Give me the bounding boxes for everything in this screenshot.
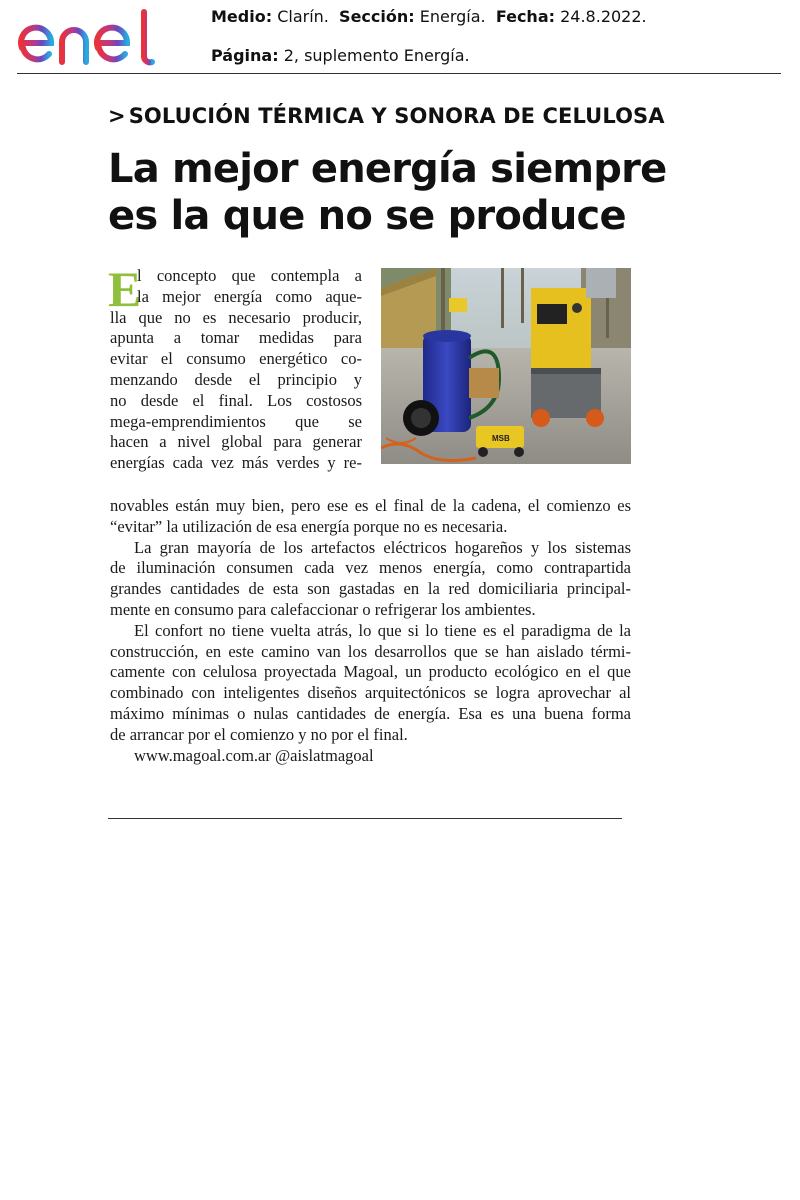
body-text-line: camente con celulosa proyectada Magoal, un producto ecológico en el que [110, 662, 631, 682]
press-clipping-meta [211, 7, 647, 26]
column-text-line: menzando desde el principio y [110, 369, 362, 389]
footer-divider [108, 818, 622, 819]
column-text-line: energías cada vez más verdes y re- [110, 453, 362, 473]
article-website-handle: www.magoal.com.ar @aislatmagoal [134, 745, 374, 765]
article-photo [381, 268, 631, 464]
article-headline [108, 146, 668, 240]
column-text-line: no desde el final. Los costosos [110, 390, 362, 410]
seccion-label: Sección: [339, 7, 415, 26]
pagina-value: 2, suplemento Energía. [283, 46, 470, 65]
article-column-text [108, 261, 362, 474]
body-text-line: mente en consumo para calefaccionar o refrigerar los ambientes. [110, 599, 536, 619]
article-body-text [110, 496, 631, 766]
enel-logo [16, 6, 176, 68]
body-text-line: grandes cantidades de esta son gastadas en la red domiciliaria principal- [110, 579, 631, 599]
column-text-line: evitar el consumo energético co- [110, 349, 362, 369]
header-divider [17, 73, 781, 74]
body-text-line: El confort no tiene vuelta atrás, lo que si lo tiene es el paradigma de la [134, 620, 631, 640]
column-text-line: lla que no es necesario producir, [110, 307, 362, 327]
column-text-line: l concepto que contempla a [137, 266, 362, 285]
drop-cap: E [108, 261, 142, 317]
body-text-line: de iluminación consumen cada vez menos energía, como contrapartida [110, 558, 631, 578]
fecha-value: 24.8.2022. [560, 7, 647, 26]
body-text-line: combinado con inteligentes diseños arquitectónicos se logra aprovechar al [110, 683, 631, 703]
column-text-line: la mejor energía como aque- [137, 286, 362, 306]
fecha-label: Fecha: [495, 7, 556, 26]
pagina-label: Página: [211, 46, 279, 65]
kicker-text: SOLUCIÓN TÉRMICA Y SONORA DE CELULOSA [128, 104, 665, 128]
seccion-value: Energía. [419, 7, 486, 26]
body-text-line: novables están muy bien, pero ese es el final de la cadena, el comienzo es [110, 496, 631, 515]
medio-value: Clarín. [277, 7, 329, 26]
headline-line-2: es la que no se produce [108, 193, 626, 239]
column-text-line: apunta a tomar medidas para [110, 328, 362, 348]
body-text-line: construcción, en este camino van los desarrollos que se han aislado térmi- [110, 641, 631, 661]
column-text-line: mega-emprendimientos que se [110, 411, 362, 431]
kicker-arrow: > [108, 104, 126, 128]
body-text-line: máximo mínimas o nulas cantidades de energía. Esa es una buena forma [110, 703, 631, 723]
headline-line-1: La mejor energía siempre [108, 146, 667, 192]
column-text-line: hacen a nivel global para generar [110, 432, 362, 452]
medio-label: Medio: [211, 7, 273, 26]
body-text-line: de arrancar por el comienzo y no por el final. [110, 724, 408, 744]
body-text-line: “evitar” la utilización de esa energía porque no es necesaria. [110, 516, 508, 536]
page-meta [211, 46, 470, 65]
article-kicker [108, 104, 665, 128]
machine-label: MSB [492, 434, 510, 443]
body-text-line: La gran mayoría de los artefactos eléctricos hogareños y los sistemas [134, 537, 631, 557]
